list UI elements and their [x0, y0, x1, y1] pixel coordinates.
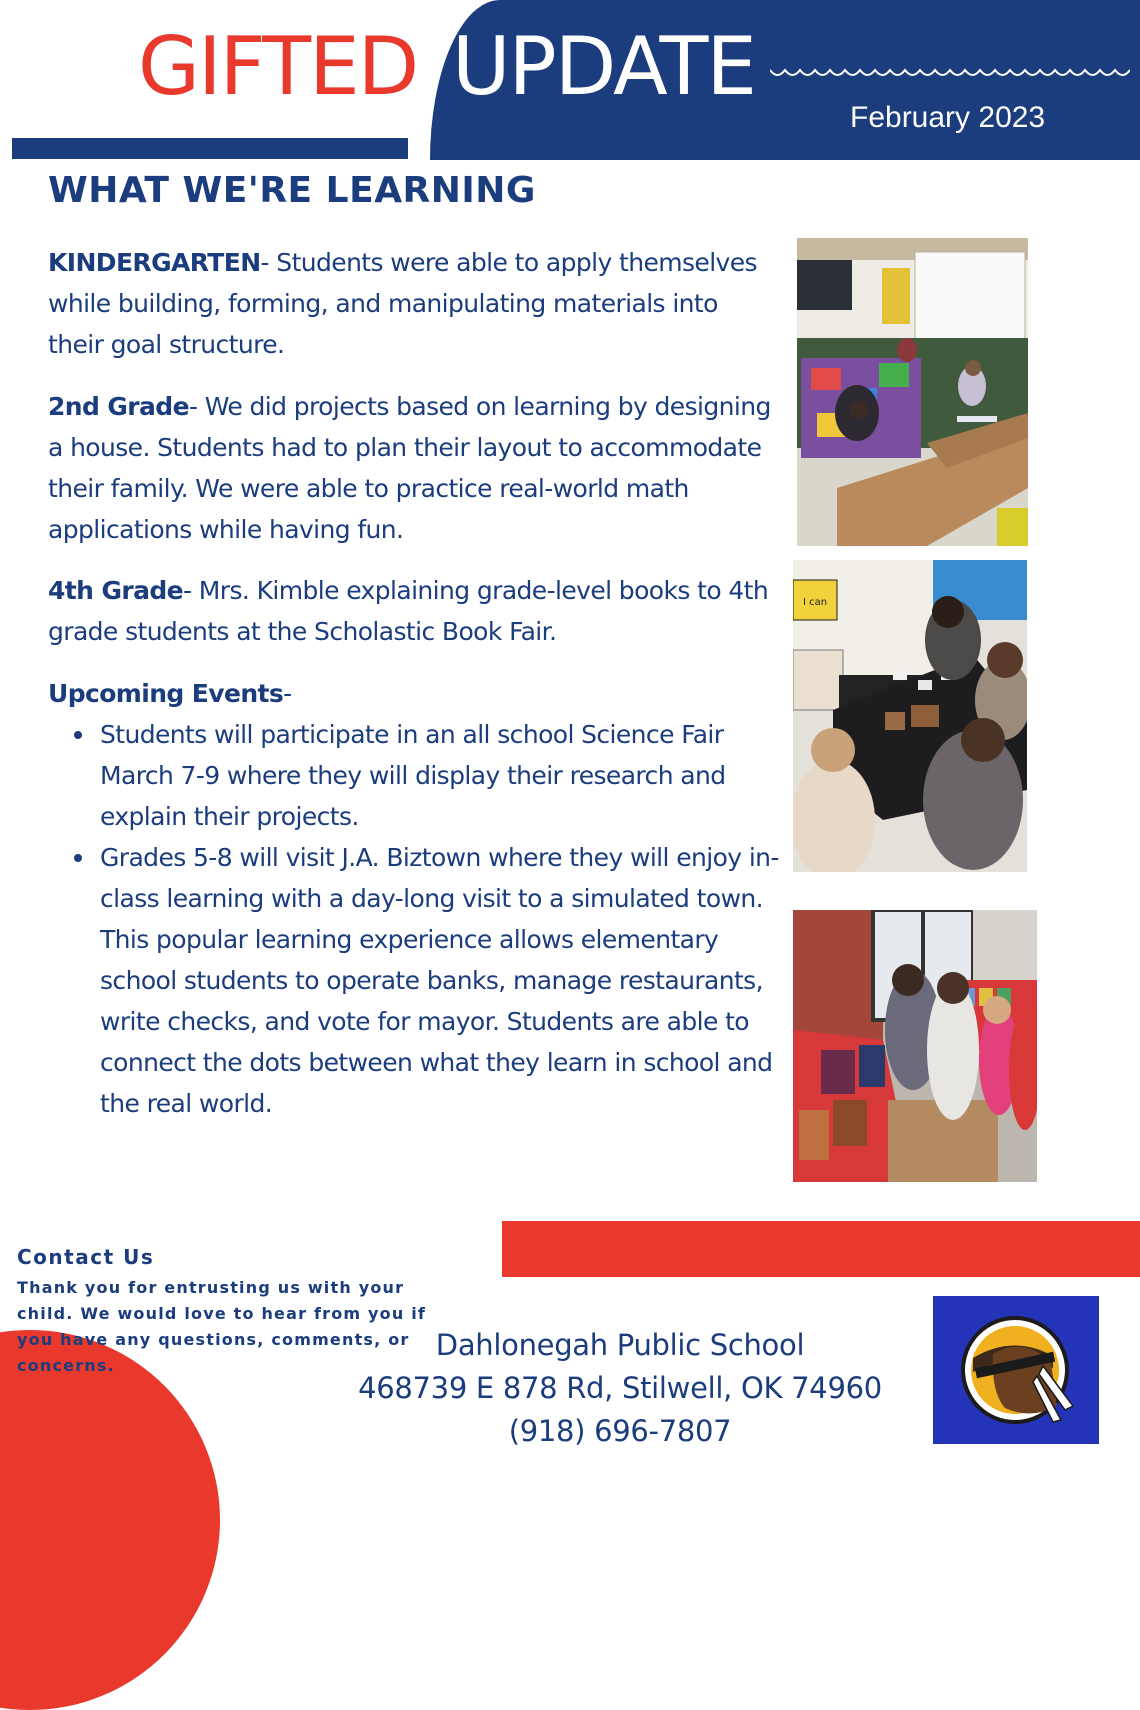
- kindergarten-paragraph: [48, 242, 778, 365]
- footer-red-circle: [0, 1330, 220, 1710]
- school-name: Dahlonegah Public School: [435, 1328, 805, 1362]
- school-logo: [933, 1296, 1099, 1444]
- school-address: 468739 E 878 Rd, Stilwell, OK 74960: [358, 1371, 882, 1405]
- fourth-grade-photo: [793, 560, 1027, 872]
- footer-red-bar: [502, 1221, 1140, 1277]
- contact-title: Contact Us: [17, 1245, 155, 1269]
- photo-sign-text: I can: [802, 597, 828, 608]
- event-item: Grades 5-8 will visit J.A. Biztown where they will enjoy in-class learning with a day-long visit to a simulated town. This popular learning experience allows elementary school students to operate banks, manage restaurants, write checks, and vote for mayor. Students are able to connect the dots between what they learn in school and the real world.: [100, 837, 800, 1124]
- fourth-grade-text: - Mrs. Kimble explaining grade-level books to 4th grade students at the Scholastic Book Fair.: [48, 576, 769, 646]
- title-gifted: GIFTED: [138, 20, 418, 113]
- second-grade-paragraph: [48, 386, 778, 550]
- upcoming-events-dash: -: [283, 679, 292, 708]
- kindergarten-label: KINDERGARTEN: [48, 248, 261, 277]
- school-phone: (918) 696-7807: [508, 1414, 732, 1448]
- title-update: UPDATE: [452, 20, 755, 113]
- section-title: WHAT WE'RE LEARNING: [48, 170, 536, 211]
- fourth-grade-paragraph: [48, 570, 778, 652]
- header-accent-bar: [12, 138, 408, 159]
- upcoming-events-heading: [48, 673, 292, 714]
- kindergarten-photo: [797, 238, 1028, 546]
- event-item: Students will participate in an all school Science Fair March 7-9 where they will display their research and explain their projects.: [100, 714, 800, 837]
- second-grade-text: - We did projects based on learning by designing a house. Students had to plan their layout to accommodate their family. We were able to practice real-world math applications while having fun.: [48, 392, 771, 544]
- book-fair-photo: [793, 910, 1037, 1182]
- fourth-grade-label: 4th Grade: [48, 576, 184, 605]
- events-list: [48, 714, 800, 1124]
- contact-text: Thank you for entrusting us with your child. We would love to hear from you if you have any questions, comments, or concerns.: [17, 1278, 427, 1375]
- upcoming-events-label: Upcoming Events: [48, 679, 284, 708]
- wave-decoration: [770, 62, 1130, 82]
- kindergarten-text: - Students were able to apply themselves while building, forming, and manipulating materials into their goal structure.: [48, 248, 757, 359]
- second-grade-label: 2nd Grade: [48, 392, 189, 421]
- issue-date: February 2023: [850, 101, 1046, 134]
